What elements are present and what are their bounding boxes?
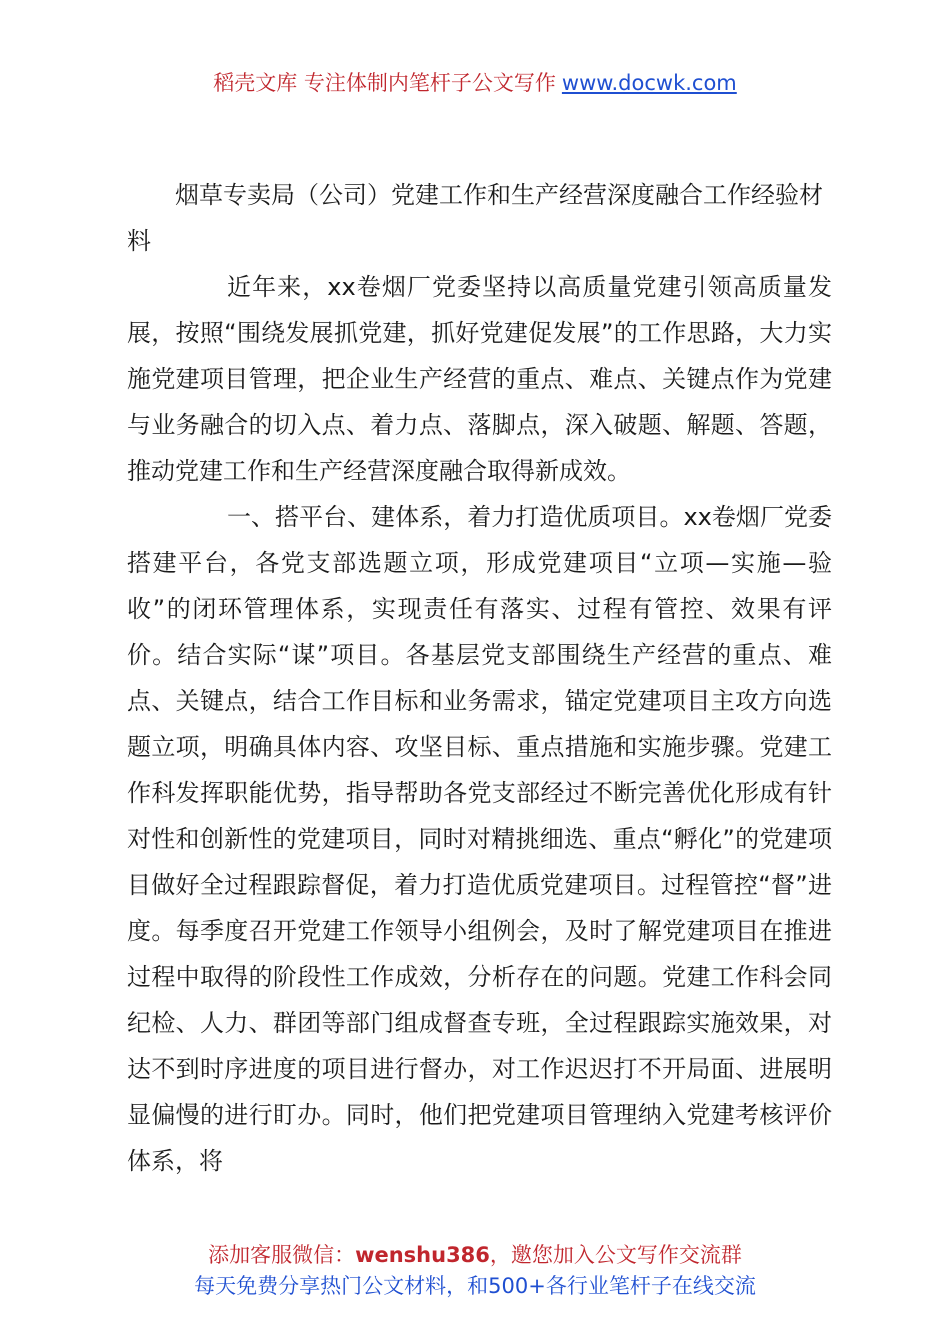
- footer-wechat-suffix: ，邀您加入公文写作交流群: [489, 1243, 742, 1267]
- wechat-id: wenshu386: [355, 1243, 490, 1267]
- document-header: [0, 68, 950, 98]
- website-link[interactable]: www.docwk.com: [561, 71, 737, 95]
- paragraph-section-one: 一、搭平台、建体系，着力打造优质项目。xx卷烟厂党委搭建平台，各党支部选题立项，形成党建项目“立项—实施—验收”的闭环管理体系，实现责任有落实、过程有管控、效果有评价。结合实际“谋”项目。各基层党支部围绕生产经营的重点、难点、关键点，结合工作目标和业务需求，锚定党建项目主攻方向选题立项，明确具体内容、攻坚目标、重点措施和实施步骤。党建工作科发挥职能优势，指导帮助各党支部经过不断完善优化形成有针对性和创新性的党建项目，同时对精挑细选、重点“孵化”的党建项目做好全过程跟踪督促，着力打造优质党建项目。过程管控“督”进度。每季度召开党建工作领导小组例会，及时了解党建项目在推进过程中取得的阶段性工作成效，分析存在的问题。党建工作科会同纪检、人力、群团等部门组成督查专班，全过程跟踪实施效果，对达不到时序进度的项目进行督办，对工作迟迟打不开局面、进展明显偏慢的进行盯办。同时，他们把党建项目管理纳入党建考核评价体系，将: [127, 503, 832, 1175]
- brand-slogan: 稻壳文库 专注体制内笔杆子公文写作: [213, 71, 556, 95]
- document-title: 烟草专卖局（公司）党建工作和生产经营深度融合工作经验材料: [127, 181, 823, 255]
- footer-wechat-prefix: 添加客服微信：: [208, 1243, 356, 1267]
- document-body: [127, 172, 832, 1184]
- footer-line-wechat: [0, 1240, 950, 1271]
- paragraph-intro: 近年来，xx卷烟厂党委坚持以高质量党建引领高质量发展，按照“围绕发展抓党建，抓好党建促发展”的工作思路，大力实施党建项目管理，把企业生产经营的重点、难点、关键点作为党建与业务融合的切入点、着力点、落脚点，深入破题、解题、答题，推动党建工作和生产经营深度融合取得新成效。: [127, 273, 832, 485]
- promo-footer: [0, 1240, 950, 1302]
- footer-line-share: 每天免费分享热门公文材料，和500+各行业笔杆子在线交流: [194, 1274, 756, 1298]
